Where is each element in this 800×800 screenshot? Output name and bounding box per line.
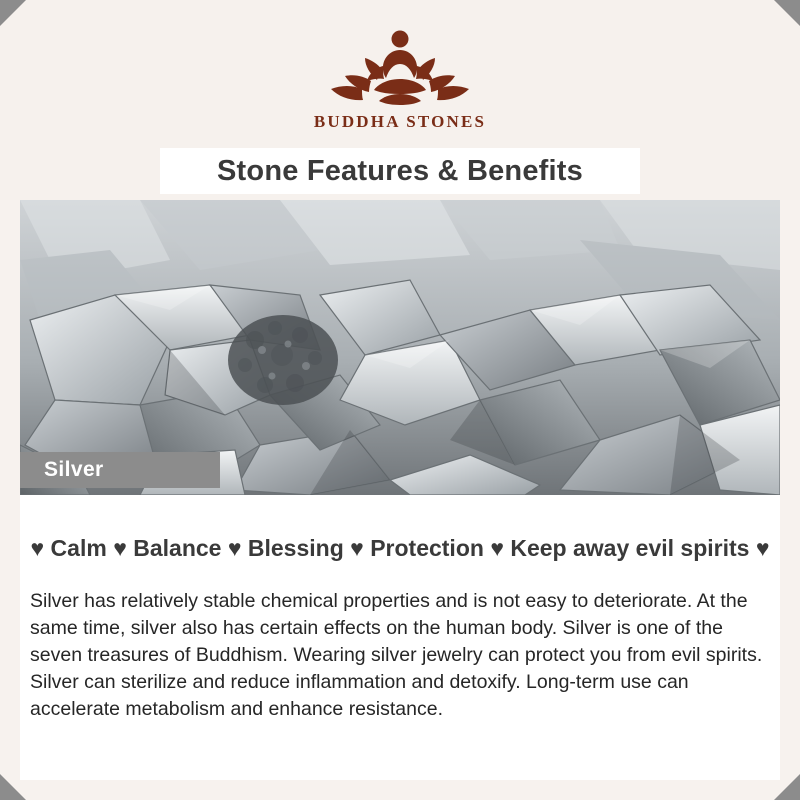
page-title: Stone Features & Benefits bbox=[217, 155, 583, 187]
benefits-line: ♥ Calm ♥ Balance ♥ Blessing ♥ Protection ♥ Keep away evil spirits ♥ bbox=[30, 535, 770, 561]
lotus-meditation-figure-icon bbox=[325, 22, 475, 110]
stone-name-label: Silver bbox=[44, 458, 104, 481]
hero-image bbox=[20, 200, 780, 495]
corner-decoration-bottom-right bbox=[774, 774, 800, 800]
corner-decoration-bottom-left bbox=[0, 774, 26, 800]
description-text: Silver has relatively stable chemical properties and is not easy to deteriorate. At the same time, silver also has certain effects on the human body. Silver is one of the seven treasures of Buddhism. Wearing silver jewelry can protect you from evil spirits. Silver can sterilize and reduce inflammation and detoxify. Long-term use can accelerate metabolism and enhance resistance. bbox=[30, 590, 763, 720]
footer-strip bbox=[0, 780, 800, 800]
silver-ore-illustration bbox=[20, 200, 780, 495]
brand-name: BUDDHA STONES bbox=[313, 112, 487, 131]
brand-logo bbox=[0, 22, 800, 132]
